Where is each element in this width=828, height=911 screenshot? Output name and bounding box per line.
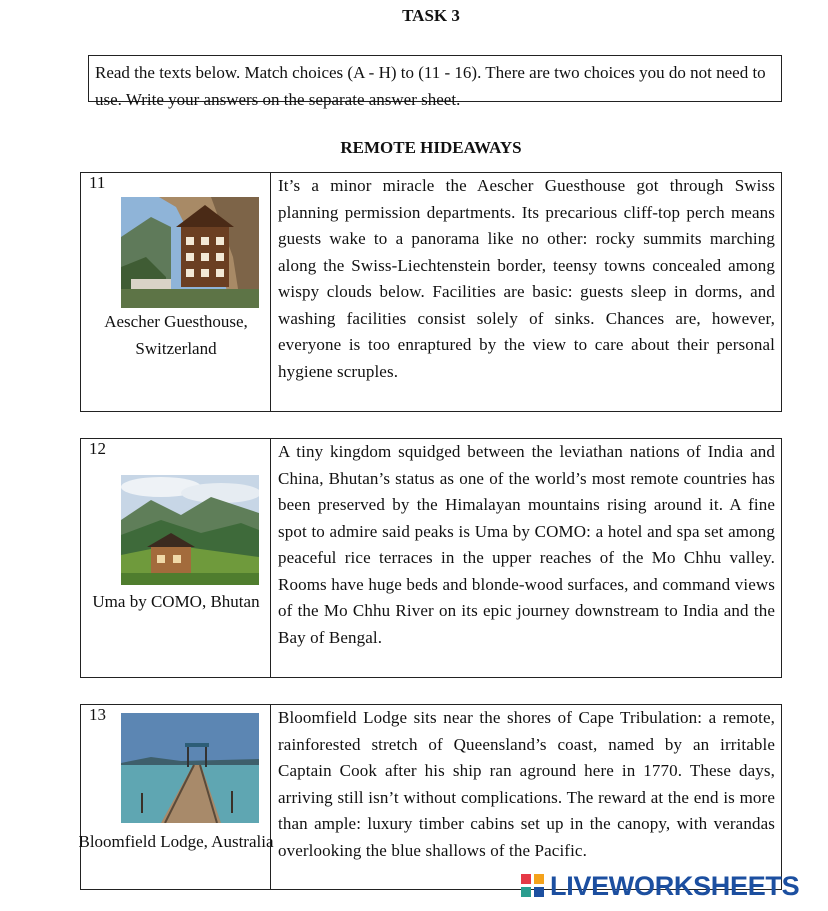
task-title: TASK 3 [402, 6, 460, 25]
item-text: Bloomfield Lodge sits near the shores of Cape Tribulation: a remote, rainforested stretch of Queensland’s coast, named by an irritable Captain Cook after his ship ran aground here in 1770. These days, arriving still isn’t without complications. The reward at the end is more than ample: luxury timber cabins set up in the canopy, with verandas overlooking the blue shallows of the Pacific. [278, 708, 775, 860]
instructions-box: Read the texts below. Match choices (A - H) to (11 - 16). There are two choices you do not need to use. Write your answers on the separate answer sheet. [88, 55, 782, 102]
item-text: It’s a minor miracle the Aescher Guesthouse got through Swiss planning permission departments. Its precarious cliff-top perch means guests wake to a panorama like no other: rocky summits marching along the Swiss-Liechtenstein border, teensy towns concealed among wispy clouds below. Facilities are basic: guests sleep in dorms, and washing facilities consist solely of sinks. Chances are, however, everyone is too enraptured by the view to care about their personal hygiene scruples. [278, 176, 775, 381]
item-left-cell [81, 439, 271, 677]
item-card-11 [80, 172, 782, 412]
liveworksheets-logo-icon [520, 873, 546, 899]
item-number: 13 [89, 705, 106, 724]
item-caption: Uma by COMO, Bhutan [92, 592, 260, 611]
item-left-cell [81, 173, 271, 411]
item-number: 11 [89, 173, 106, 192]
item-card-13 [80, 704, 782, 890]
watermark-text: LIVEWORKSHEETS [550, 870, 800, 901]
liveworksheets-logo [520, 871, 799, 901]
item-text: A tiny kingdom squidged between the leviathan nations of India and China, Bhutan’s status as one of the world’s most remote countries has been preserved by the Himalayan mountains rising around it. A fine spot to admire said peaks is Uma by COMO: a hotel and spa set among peaceful rice terraces in the upper reaches of the Mo Chhu valley. Rooms have huge beds and blonde-wood surfaces, and command views of the Mo Chhu River on its epic journey downstream to India and the Bay of Bengal. [278, 442, 775, 647]
item-number: 12 [89, 439, 106, 458]
item-caption: Bloomfield Lodge, Australia [78, 832, 274, 851]
item-caption: Aescher Guesthouse, Switzerland [104, 312, 248, 358]
item-left-cell [78, 705, 274, 889]
section-title: REMOTE HIDEAWAYS [340, 138, 522, 157]
mountain-valley-hotel-photo [121, 475, 259, 585]
jetty-over-sea-photo [121, 713, 259, 823]
cliffside-guesthouse-photo [121, 197, 259, 308]
item-card-12 [80, 438, 782, 678]
